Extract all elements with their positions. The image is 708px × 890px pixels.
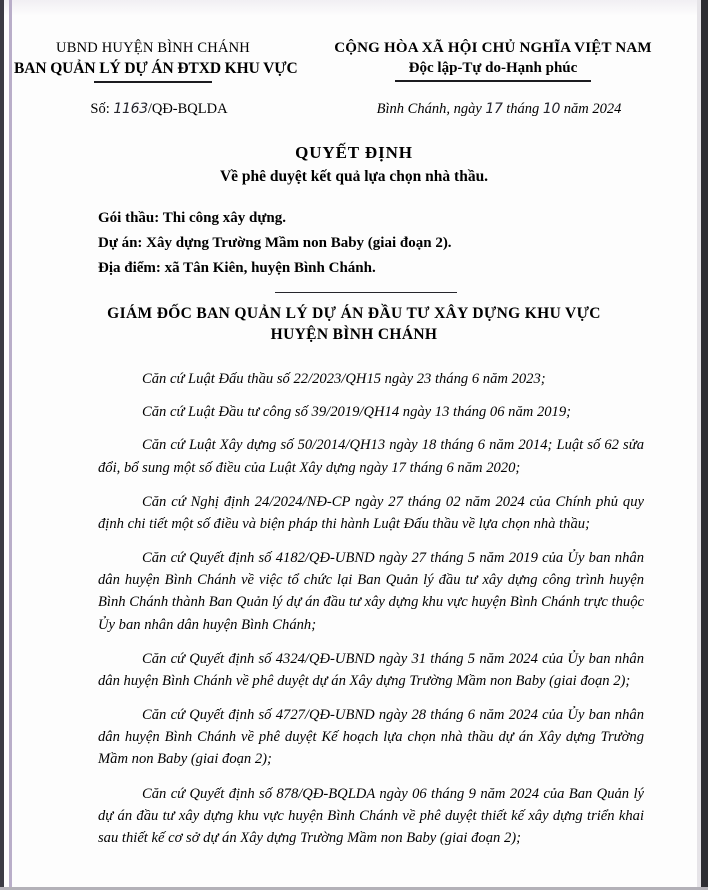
document-subtitle: Về phê duyệt kết quả lựa chọn nhà thầu. [219,168,489,185]
scan-left-binding-strip [9,0,12,890]
document-year-label: năm [563,101,589,117]
clause-item: Căn cứ Quyết định số 4182/QĐ-UBND ngày 27 tháng 5 năm 2019 của Ủy ban nhân dân huyện Bình Chánh về việc tổ chức lại Ban Quản lý đầu tư xây dựng công trình huyện Bình Chánh thành Ban Quản lý dự án đầu tư xây dựng khu vực huyện Bình Chánh trực thuộc Ủy ban nhân dân huyện Bình Chánh; [98,550,644,633]
national-heading-block [292,40,694,83]
national-title: CỘNG HÒA XÃ HỘI CHỦ NGHĨA VIỆT NAM [334,40,652,56]
clause-item: Căn cứ Quyết định số 878/QĐ-BQLDA ngày 06 tháng 9 năm 2024 của Ban Quản lý dự án đầu tư xây dựng khu vực huyện Bình Chánh về phê duyệt thiết kế xây dựng triển khai sau thiết kế cơ sở dự án Xây dựng Trường Mầm non Baby (giai đoạn 2); [98,785,644,846]
document-paper [14,0,694,890]
clause-item: Căn cứ Luật Đấu thầu số 22/2023/QH15 ngày 23 tháng 6 năm 2023; [142,371,546,387]
document-header [14,40,694,83]
scan-left-edge [0,0,4,890]
document-title: QUYẾT ĐỊNH [295,143,413,162]
package-info-block [98,210,658,285]
scan-right-edge [701,0,708,890]
info-row-location: Địa điểm: xã Tân Kiên, huyện Bình Chánh. [98,260,376,276]
document-number-value: 1163 [113,101,148,117]
info-row-project: Dự án: Xây dựng Trường Mầm non Baby (giai đoạn 2). [98,235,452,251]
national-motto-underline [395,80,591,82]
clause-item: Căn cứ Luật Đầu tư công số 39/2019/QH14 ngày 13 tháng 06 năm 2019; [142,404,571,421]
issuer-title-block [14,305,694,344]
clause-item: Căn cứ Nghị định 24/2024/NĐ-CP ngày 27 tháng 02 năm 2024 của Chính phủ quy định chi tiết một số điều và biện pháp thi hành Luật Đấu thầu về lựa chọn nhà thầu; [98,493,644,532]
section-divider [275,292,457,293]
document-number-line [14,101,304,118]
document-year-value: 2024 [592,101,622,117]
clause-item: Căn cứ Quyết định số 4727/QĐ-UBND ngày 28 tháng 6 năm 2024 của Ủy ban nhân dân huyện Bình Chánh về phê duyệt Kế hoạch lựa chọn nhà thầu dự án Xây dựng Trường Mầm non Baby (giai đoạn 2); [98,707,644,768]
issuing-authority-parent: UBND HUYỆN BÌNH CHÁNH [56,40,250,56]
clause-item: Căn cứ Quyết định số 4324/QĐ-UBND ngày 31 tháng 5 năm 2024 của Ủy ban nhân dân huyện Bình Chánh về phê duyệt dự án Xây dựng Trường Mầm non Baby (giai đoạn 2); [98,650,644,689]
issuer-title-line-2: HUYỆN BÌNH CHÁNH [270,326,438,343]
legal-basis-clauses [98,368,644,861]
issuing-authority-underline [94,81,212,83]
document-place-label: Bình Chánh, ngày [376,101,482,117]
document-number-suffix: /QĐ-BQLDA [147,101,228,117]
info-row-package: Gói thầu: Thi công xây dựng. [98,210,286,226]
issuing-authority-name: BAN QUẢN LÝ DỰ ÁN ĐTXD KHU VỰC [14,60,298,77]
national-motto: Độc lập-Tự do-Hạnh phúc [408,60,578,76]
document-month-label: tháng [506,101,540,117]
document-meta-row [14,101,694,118]
issuer-title-line-1: GIÁM ĐỐC BAN QUẢN LÝ DỰ ÁN ĐẦU TƯ XÂY DỰNG KHU VỰC [107,305,601,322]
issuing-authority-block [14,40,298,83]
document-title-block [14,143,694,186]
document-date-line [304,101,694,118]
document-number-label: Số: [90,101,110,117]
clause-item: Căn cứ Luật Xây dựng số 50/2014/QH13 ngày 18 tháng 6 năm 2014; Luật số 62 sửa đổi, bổ sung một số điều của Luật Xây dựng ngày 17 tháng 6 năm 2020; [98,437,644,476]
document-month-value: 10 [542,101,561,117]
document-day-value: 17 [485,101,503,117]
